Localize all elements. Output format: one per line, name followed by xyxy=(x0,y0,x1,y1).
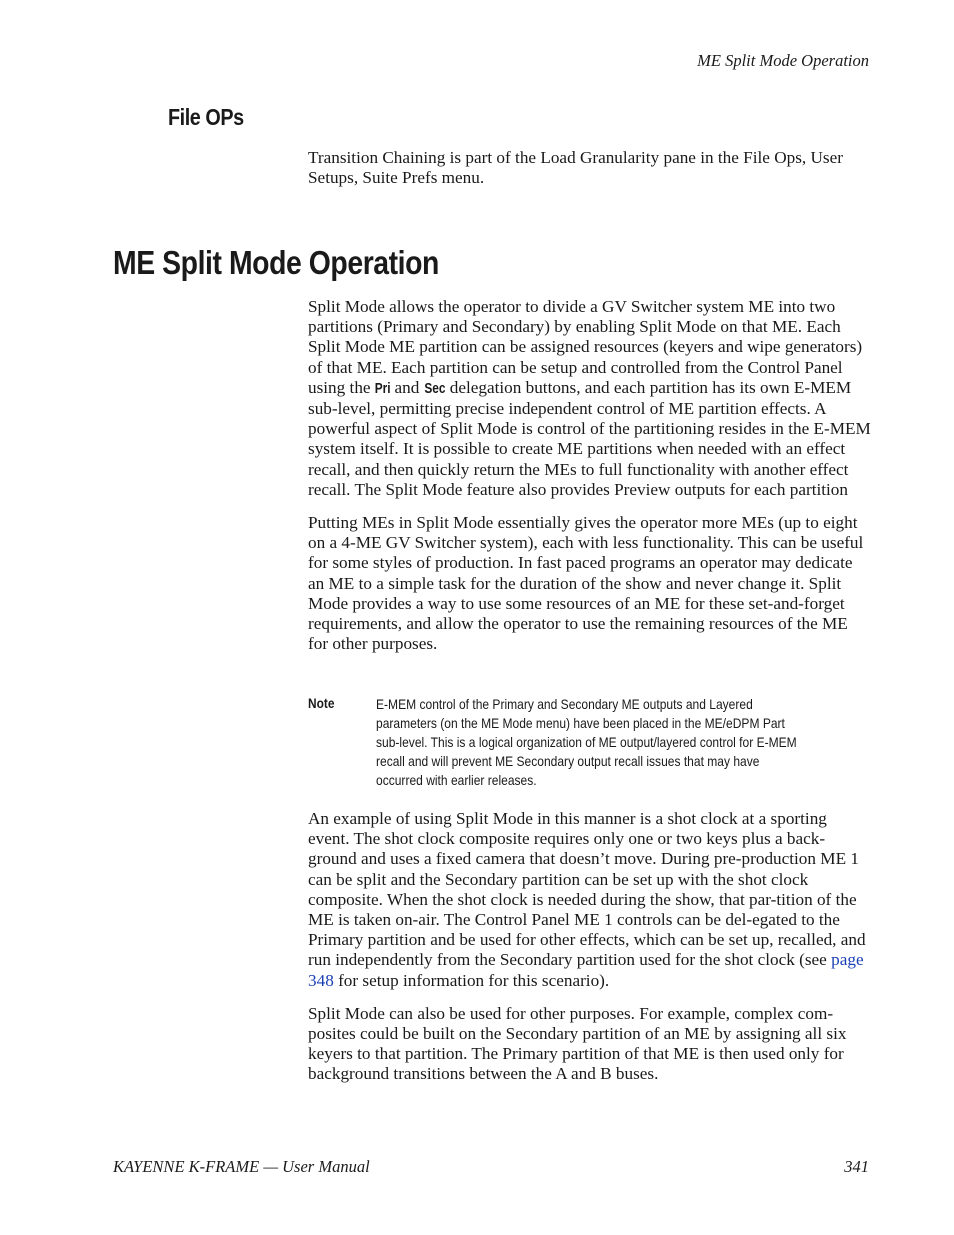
note-text: E-MEM control of the Primary and Secondary ME outputs and Layered parameters (on the ME Mode menu) have been placed in the ME/eDPM Part sub-level. This is a logical organization of ME output/layered control for E-MEM recall and will prevent ME Secondary output recall issues that may have occurred with earlier releases. xyxy=(376,696,797,788)
footer-page-number: 341 xyxy=(844,1157,869,1176)
note-block xyxy=(308,695,871,790)
example-paragraph-2: Split Mode can also be used for other purposes. For example, complex com-posites could be built on the Secondary partition of an ME by assigning all six keyers to that partition. The Primary partition of that ME is then used only for background transitions between the A and B buses. xyxy=(308,1003,847,1084)
note-label: Note xyxy=(308,695,335,711)
running-header: ME Split Mode Operation xyxy=(697,51,869,70)
footer-manual-title: KAYENNE K-FRAME — User Manual xyxy=(113,1157,370,1176)
split-mode-paragraph-1 xyxy=(308,297,871,500)
example-paragraph-1 xyxy=(308,809,871,991)
pri-button-label: Pri xyxy=(374,380,391,397)
paragraph-text: and xyxy=(390,377,424,397)
file-ops-paragraph: Transition Chaining is part of the Load Granularity pane in the File Ops, User Setups, Suite Prefs menu. xyxy=(308,148,843,188)
paragraph-text: An example of using Split Mode in this manner is a shot clock at a sporting event. The shot clock composite requires only one or two keys plus a back-ground and uses a fixed camera that doesn’t move. During pre-production ME 1 can be split and the Secondary partition can be set up with the shot clock composite. When the shot clock is needed during the show, that par-tition of the ME is taken on-air. The Control Panel ME 1 controls can be del-egated to the Primary partition and be used for other effects, which can be set up, recalled, and run independently from the Secondary partition used for the shot clock (see xyxy=(308,809,866,970)
paragraph-text: delegation buttons, and each partition has its own E-MEM sub-level, permitting precise independent control of ME partition effects. A powerful aspect of Split Mode is control of the partitioning resides in the E-MEM system itself. It is possible to create ME partitions when needed with an effect recall, and then quickly return the MEs to full functionality with another effect recall. The Split Mode feature also provides Preview outputs for each partition xyxy=(308,377,871,499)
split-mode-paragraph-2: Putting MEs in Split Mode essentially gives the operator more MEs (up to eight on a 4-ME GV Switcher system), each with less functionality. This can be useful for some styles of production. In fast paced programs an operator may dedicate an ME to a simple task for the duration of the show and never change it. Split Mode provides a way to use some resources of an ME for these set-and-forget requirements, and allow the operator to use the remaining resources of the ME for other purposes. xyxy=(308,513,864,654)
file-ops-heading: File OPs xyxy=(168,104,244,130)
page-348-link[interactable]: page 348 xyxy=(308,950,864,990)
paragraph-text: for setup information for this scenario). xyxy=(333,970,610,990)
paragraph-text: Split Mode allows the operator to divide a GV Switcher system ME into two partitions (Primary and Secondary) by enabling Split Mode on that ME. Each Split Mode ME partition can be assigned resources (keyers and wipe generators) of that ME. Each partition can be setup and controlled from the Control Panel using the xyxy=(308,297,863,397)
split-mode-section xyxy=(308,297,871,654)
example-section xyxy=(308,809,871,1085)
file-ops-section xyxy=(308,148,871,188)
split-mode-heading: ME Split Mode Operation xyxy=(113,244,439,281)
sec-button-label: Sec xyxy=(423,380,446,397)
